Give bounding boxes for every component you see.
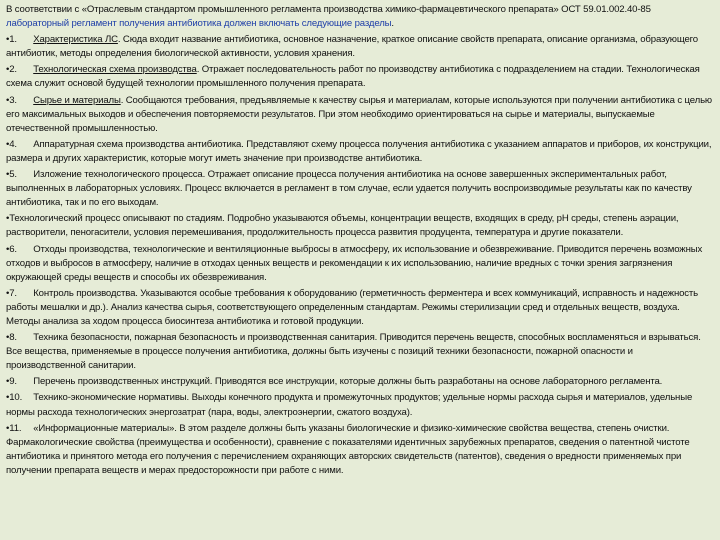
intro-text: В соответствии с «Отраслевым стандартом промышленного регламента производства химико-фармацевтического препарата» ОСТ 59.01.002.40-85	[6, 4, 651, 15]
section-item: •3. Сырье и материалы. Сообщаются требования, предъявляемые к качеству сырья и материалам, которые используются при получении антибиотика с целью его максимальных выходов и обеспечения повторяемости результатов. При этом необходимо ориентироваться на сырье и материалы, выпускаемые отечественной промышленностью.	[6, 94, 712, 134]
section-item: •4. Аппаратурная схема производства антибиотика. Представляют схему процесса получения антибиотика с указанием аппаратов и приборов, их конструкции, размера и других характеристик, которые могут иметь значение при производстве антибиотика.	[6, 138, 712, 164]
section-item: •10. Технико-экономические нормативы. Выходы конечного продукта и промежуточных продуктов; удельные нормы расхода сырья и материалов, удельные нормы расхода технологических энергозатрат (пара, воды, электроэнергии, сжатого воздуха).	[6, 392, 693, 418]
section-item: •7. Контроль производства. Указываются особые требования к оборудованию (герметичность ферментера и всех коммуникаций, исправность и надежность работы мешалки и др.). Анализ качества сырья, соответствующего определенным стандартам. Режимы стерилизации сред и отдельных веществ, воздуха. Методы анализа за ходом процесса биосинтеза антибиотика и готовой продукции.	[6, 287, 699, 327]
section-item: •9. Перечень производственных инструкций. Приводятся все инструкции, которые должны быть разработаны на основе лабораторного регламента.	[6, 376, 663, 388]
section-title: Сырье и материалы	[33, 94, 121, 106]
section-item: •5. Изложение технологического процесса. Отражает описание процесса получения антибиотика на основе завершенных экспериментальных работ, выполненных в лабораторных условиях. Процесс включается в регламент в том случае, если удается получить воспроизводимые результаты как по качеству антибиотика, так и по его выходам.	[6, 169, 692, 209]
section-item: •11. «Информационные материалы». В этом разделе должны быть указаны биологические и физико-химические свойства вещества, степень очистки. Фармакологические свойства (преимущества и особенности), сравнение с показателями идентичных зарубежных препаратов, сведения о патентной чистоте антибиотика и принятого метода его получения с перечислением охраняющих авторских свидетельств (патентов), сведения о вредности применяемых при получении препарата веществ и мерах предосторожности при работе с ними.	[6, 422, 690, 476]
intro-paragraph	[6, 3, 712, 31]
section-title: Характеристика ЛС	[33, 34, 118, 46]
section-item: •1. Характеристика ЛС. Сюда входит название антибиотика, основное назначение, краткое описание свойств препарата, описание организма, образующего антибиотик, методы определения биологической активности, условия хранения.	[6, 34, 698, 60]
section-item: •Технологический процесс описывают по стадиям. Подробно указываются объемы, концентрации веществ, входящих в среду, pH среды, степень аэрации, растворители, пеногасители, условия перемешивания, продолжительность процесса развития продуцента, температура и другие показатели.	[6, 213, 679, 239]
section-item: •6. Отходы производства, технологические и вентиляционные выбросы в атмосферу, их использование и обезвреживание. Приводится перечень возможных отходов и выбросов в атмосферу, наличие в отходах ценных веществ и рекомендации к их использованию, наличие вредных с точки зрения загрязнения окружающей среды веществ и способы их обезвреживания.	[6, 243, 703, 283]
intro-highlight: лабораторный регламент получения антибиотика должен включать следующие разделы	[6, 18, 392, 30]
intro-end: .	[391, 18, 394, 30]
section-item: •2. Технологическая схема производства. Отражает последовательность работ по производству антибиотика с подразделением на стадии. Технологическая схема служит основой будущей технологии промышленного получения препарата.	[6, 64, 700, 90]
section-item: •8. Техника безопасности, пожарная безопасность и производственная санитария. Приводится перечень веществ, способных воспламеняться и взрываться. Все вещества, применяемые в процессе получения антибиотика, должны быть изучены с позиций техники безопасности, пожарной опасности и производственной санитарии.	[6, 332, 701, 372]
section-title: Технологическая схема производства	[33, 64, 197, 76]
